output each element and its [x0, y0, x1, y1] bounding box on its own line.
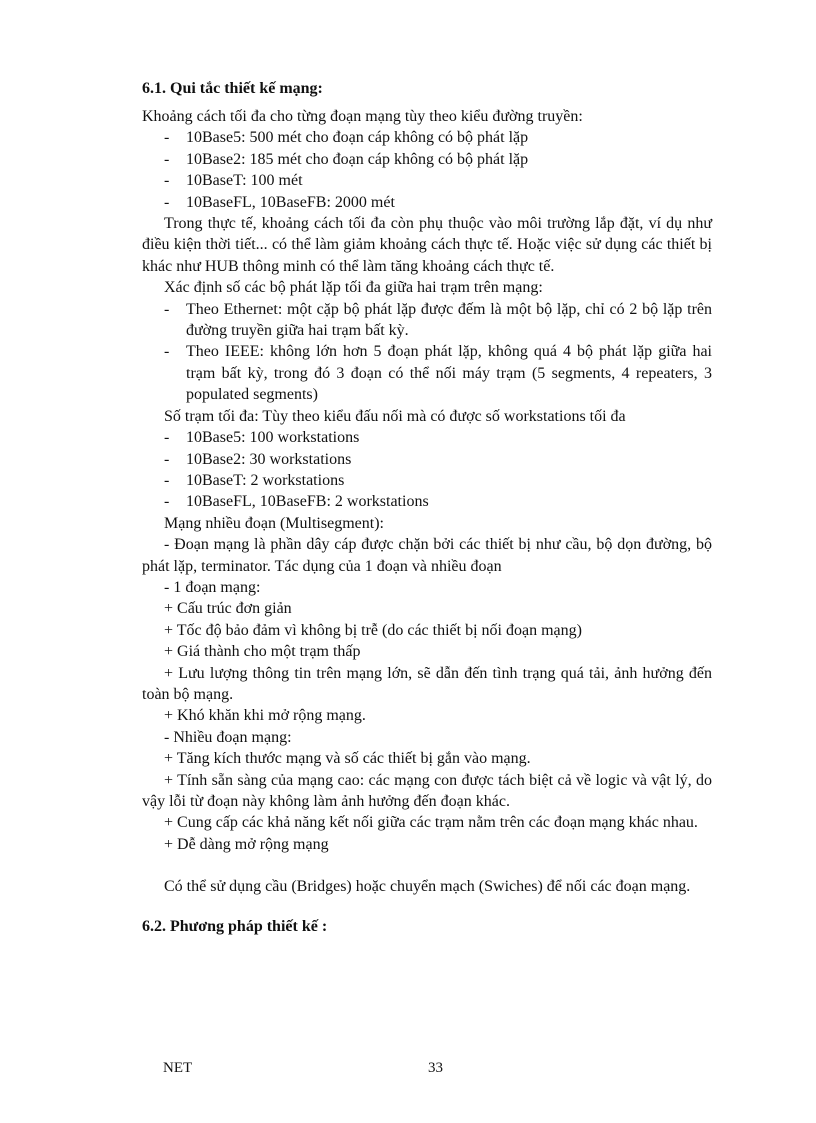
list-item: - 10BaseT: 2 workstations: [164, 471, 345, 489]
multi-point: + Tăng kích thước mạng và số các thiết bị gắn vào mạng.: [164, 750, 531, 768]
distance-list: [142, 127, 712, 213]
practice-paragraph: Trong thực tế, khoảng cách tối đa còn phụ thuộc vào môi trường lắp đặt, ví dụ như điều kiện thời tiết... có thể làm giảm khoảng cách thực tế. Hoặc việc sử dụng các thiết bị khác như HUB thông minh có thể làm tăng khoảng cách thực tế.: [142, 215, 712, 275]
spacer: [142, 855, 712, 876]
stations-intro: Số trạm tối đa: Tùy theo kiểu đấu nối mà có được số workstations tối đa: [164, 407, 626, 425]
single-point-long: + Lưu lượng thông tin trên mạng lớn, sẽ dẫn đến tình trạng quá tải, ảnh hưởng đến toàn bộ mạng.: [142, 664, 712, 703]
list-item: - 10Base5: 100 workstations: [164, 429, 360, 447]
section-heading-6-2: 6.2. Phương pháp thiết kế :: [142, 917, 328, 935]
single-point: + Tốc độ bảo đảm vì không bị trễ (do các thiết bị nối đoạn mạng): [164, 621, 582, 639]
multisegment-title: Mạng nhiều đoạn (Multisegment):: [164, 514, 384, 532]
multi-point: + Tính sẵn sàng của mạng cao: các mạng con được tách biệt cả về logic và vật lý, do vậy lỗi từ đoạn này không làm ảnh hưởng đến đoạn khác.: [142, 771, 712, 810]
multi-segment-title: - Nhiều đoạn mạng:: [164, 728, 292, 746]
footer-label: NET: [163, 1060, 193, 1076]
list-item: - 10BaseFL, 10BaseFB: 2000 mét: [164, 193, 395, 211]
list-item: - 10BaseFL, 10BaseFB: 2 workstations: [164, 493, 429, 511]
stations-list: [142, 427, 712, 513]
list-item: - 10Base2: 30 workstations: [164, 450, 352, 468]
list-item: - 10BaseT: 100 mét: [164, 172, 303, 190]
single-point: + Cấu trúc đơn giản: [164, 600, 292, 618]
multi-point: + Cung cấp các khả năng kết nối giữa các trạm nằm trên các đoạn mạng khác nhau.: [164, 814, 698, 832]
single-point: + Khó khăn khi mở rộng mạng.: [164, 707, 366, 725]
list-item: - 10Base5: 500 mét cho đoạn cáp không có bộ phát lặp: [164, 129, 529, 147]
multi-point: + Dễ dàng mở rộng mạng: [164, 835, 329, 853]
page-content: [142, 78, 712, 937]
section-heading-6-1: 6.1. Qui tắc thiết kế mạng:: [142, 80, 323, 97]
multisegment-definition: - Đoạn mạng là phần dây cáp được chặn bởi các thiết bị như cầu, bộ dọn đường, bộ phát lặp, terminator. Tác dụng của 1 đoạn và nhiều đoạn: [142, 536, 712, 575]
repeaters-list: [142, 299, 712, 406]
repeaters-intro: Xác định số các bộ phát lặp tối đa giữa hai trạm trên mạng:: [164, 279, 543, 297]
single-segment-title: - 1 đoạn mạng:: [164, 578, 261, 596]
single-point: + Giá thành cho một trạm thấp: [164, 643, 361, 661]
distance-intro: Khoảng cách tối đa cho từng đoạn mạng tùy theo kiểu đường truyền:: [142, 108, 583, 125]
list-item: - 10Base2: 185 mét cho đoạn cáp không có bộ phát lặp: [164, 150, 529, 168]
list-item: - Theo Ethernet: một cặp bộ phát lặp được đếm là một bộ lặp, chỉ có 2 bộ lặp trên đường truyền giữa hai trạm bất kỳ.: [164, 300, 712, 340]
closing-paragraph: Có thể sử dụng cầu (Bridges) hoặc chuyển mạch (Swiches) để nối các đoạn mạng.: [164, 878, 691, 896]
list-item: - Theo IEEE: không lớn hơn 5 đoạn phát lặp, không quá 4 bộ phát lặp giữa hai trạm bất kỳ, trong đó 3 đoạn có thể nối máy trạm (5 segments, 4 repeaters, 3 populated segments): [164, 343, 712, 404]
page-number: 33: [428, 1060, 443, 1076]
